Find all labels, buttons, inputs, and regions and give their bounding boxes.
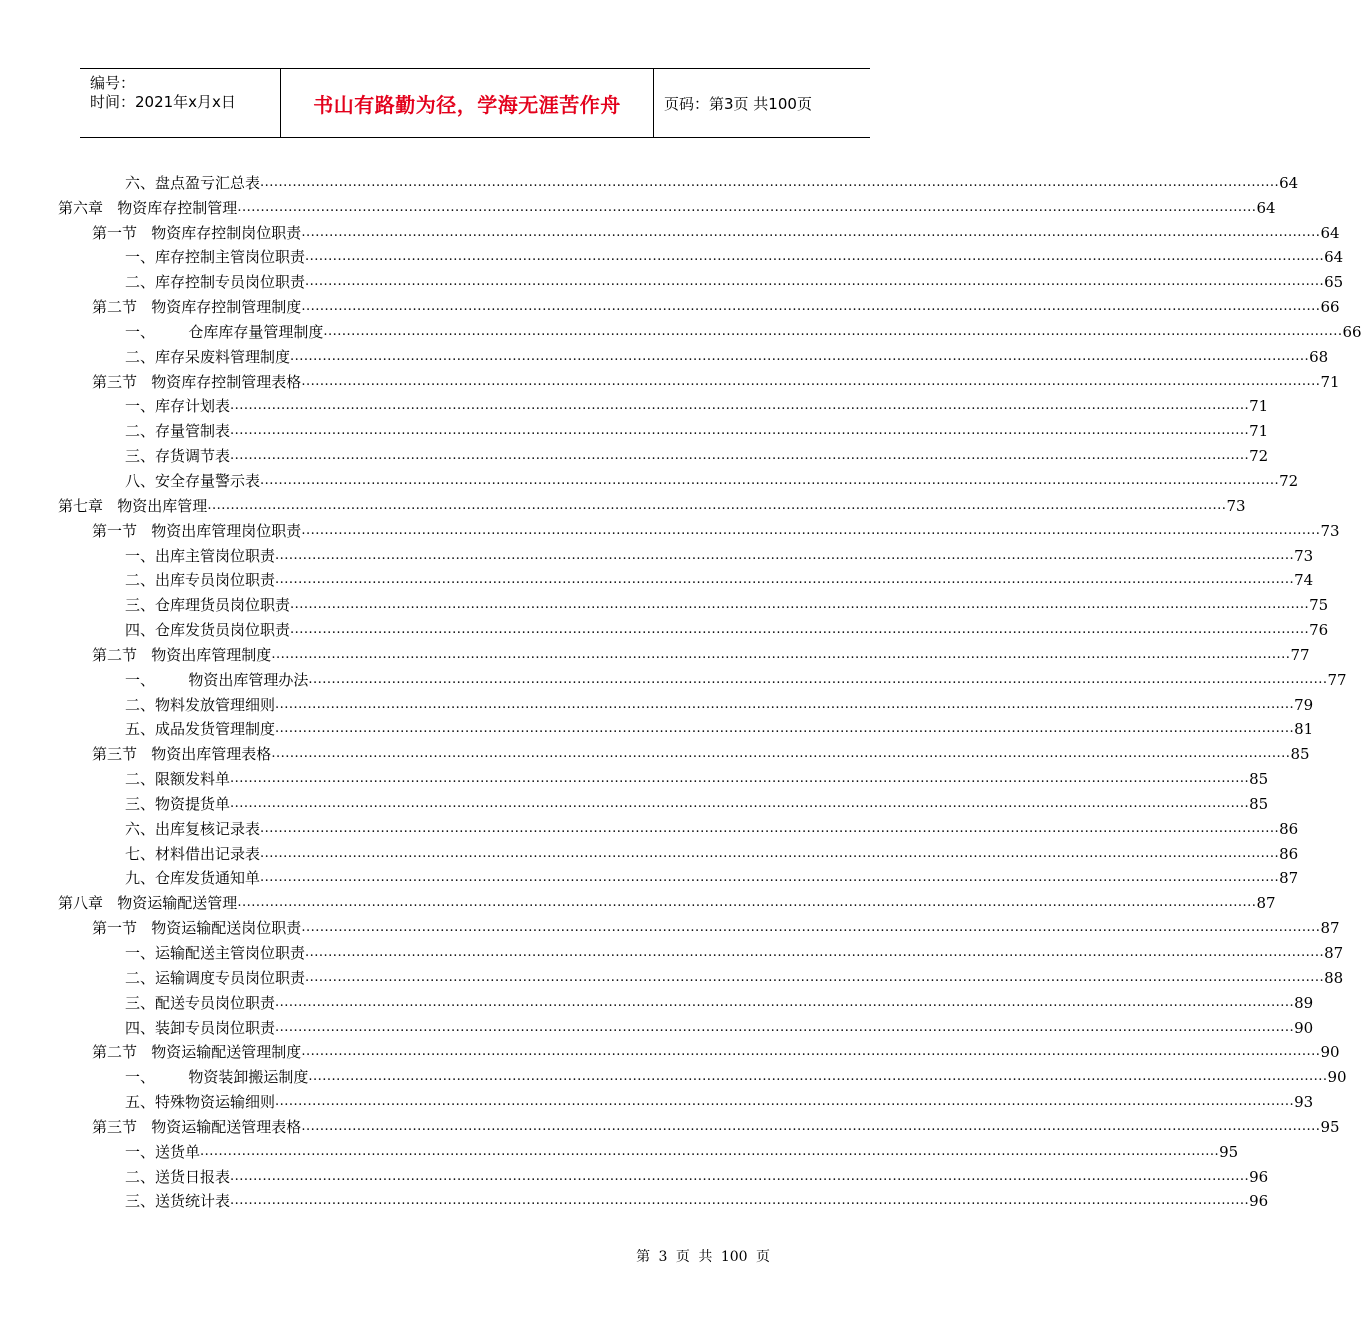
toc-dot-leader: ............................................................................................................................................................................................................................ xyxy=(230,448,1250,464)
toc-entry-title: 六、盘点盈亏汇总表 xyxy=(125,173,261,192)
toc-entry-title: 二、库存呆废料管理制度 xyxy=(125,347,291,366)
toc-dot-leader: ............................................................................................................................................................................................................................ xyxy=(275,547,1295,563)
toc-entry-title: 第二节 物资运输配送管理制度 xyxy=(92,1043,302,1062)
toc-dot-leader: ............................................................................................................................................................................................................................ xyxy=(308,671,1328,687)
toc-entry-page: 87 xyxy=(1279,869,1299,888)
toc-entry[interactable] xyxy=(0,1038,1340,1063)
toc-dot-leader: ............................................................................................................................................................................................................................ xyxy=(275,721,1295,737)
toc-entry-page: 71 xyxy=(1320,372,1340,391)
toc-entry-title: 二、存量管制表 xyxy=(125,422,231,441)
toc-entry[interactable] xyxy=(0,888,1276,913)
toc-entry[interactable] xyxy=(0,764,1269,789)
toc-entry-page: 85 xyxy=(1249,770,1269,789)
toc-dot-leader: ............................................................................................................................................................................................................................ xyxy=(260,870,1280,886)
toc-dot-leader: ............................................................................................................................................................................................................................ xyxy=(275,1019,1295,1035)
toc-dot-leader: ............................................................................................................................................................................................................................ xyxy=(305,945,1325,960)
toc-entry-page: 95 xyxy=(1219,1142,1239,1161)
toc-entry[interactable] xyxy=(0,739,1310,764)
time-label: 时间：2021年x月x日 xyxy=(90,93,236,111)
toc-entry-title: 四、装卸专员岗位职责 xyxy=(125,1018,276,1037)
toc-entry-page: 87 xyxy=(1320,919,1340,938)
toc-entry-page: 72 xyxy=(1249,447,1269,466)
toc-entry-title: 第六章 物资库存控制管理 xyxy=(58,198,238,217)
number-label: 编号： xyxy=(90,74,136,92)
toc-entry[interactable] xyxy=(0,1137,1239,1162)
toc-entry[interactable] xyxy=(0,516,1340,541)
toc-entry[interactable] xyxy=(0,193,1276,218)
toc-entry-page: 85 xyxy=(1290,745,1310,764)
toc-entry-page: 81 xyxy=(1294,720,1314,739)
toc-dot-leader: ............................................................................................................................................................................................................................ xyxy=(301,299,1321,315)
toc-dot-leader: ............................................................................................................................................................................................................................ xyxy=(271,646,1291,662)
toc-entry-title: 三、配送专员岗位职责 xyxy=(125,993,276,1012)
toc-dot-leader: ............................................................................................................................................................................................................................ xyxy=(260,472,1280,488)
toc-entry-page: 90 xyxy=(1327,1068,1347,1087)
toc-entry-page: 65 xyxy=(1324,273,1344,292)
toc-entry-title: 一、送货单 xyxy=(125,1142,201,1161)
toc-entry[interactable] xyxy=(0,690,1314,715)
toc-dot-leader: ............................................................................................................................................................................................................................ xyxy=(275,572,1295,588)
toc-entry-page: 86 xyxy=(1279,844,1299,863)
toc-entry[interactable] xyxy=(0,243,1344,268)
toc-entry[interactable] xyxy=(0,541,1314,566)
toc-dot-leader: ............................................................................................................................................................................................................................ xyxy=(230,795,1250,811)
toc-entry[interactable] xyxy=(0,1112,1340,1137)
toc-dot-leader: ............................................................................................................................................................................................................................ xyxy=(230,423,1250,439)
toc-entry-title: 一、库存计划表 xyxy=(125,397,231,416)
toc-entry-title: 一、 物资装卸搬运制度 xyxy=(125,1068,309,1087)
toc-entry-title: 五、成品发货管理制度 xyxy=(125,720,276,739)
toc-entry-page: 74 xyxy=(1294,571,1314,590)
toc-entry-page: 71 xyxy=(1249,397,1269,416)
toc-entry-page: 73 xyxy=(1294,546,1314,565)
toc-dot-leader: ............................................................................................................................................................................................................................ xyxy=(260,820,1280,836)
header-page-code: 页码：第3页 共100页 xyxy=(664,94,812,113)
toc-entry-title: 第三节 物资库存控制管理表格 xyxy=(92,372,302,391)
toc-entry[interactable] xyxy=(0,665,1347,690)
toc-dot-leader: ............................................................................................................................................................................................................................ xyxy=(308,1069,1328,1085)
toc-entry-page: 96 xyxy=(1249,1167,1269,1186)
toc-entry[interactable] xyxy=(0,864,1299,889)
toc-dot-leader: ............................................................................................................................................................................................................................ xyxy=(230,1168,1250,1184)
toc-entry-title: 第三节 物资出库管理表格 xyxy=(92,745,272,764)
toc-entry-title: 二、物料发放管理细则 xyxy=(125,695,276,714)
toc-entry[interactable] xyxy=(0,1087,1314,1112)
toc-entry-title: 三、存货调节表 xyxy=(125,447,231,466)
toc-entry[interactable] xyxy=(0,640,1310,665)
toc-entry[interactable] xyxy=(0,590,1329,615)
toc-dot-leader: ............................................................................................................................................................................................................................ xyxy=(290,348,1310,364)
toc-entry[interactable] xyxy=(0,218,1340,243)
toc-dot-leader: ............................................................................................................................................................................................................................ xyxy=(260,174,1280,190)
toc-entry-title: 第一节 物资库存控制岗位职责 xyxy=(92,223,302,242)
toc-dot-leader: ............................................................................................................................................................................................................................ xyxy=(305,969,1325,985)
toc-entry-title: 一、运输配送主管岗位职责 xyxy=(125,944,306,962)
toc-entry-page: 96 xyxy=(1249,1192,1269,1211)
toc-dot-leader: ............................................................................................................................................................................................................................ xyxy=(290,597,1310,613)
toc-entry[interactable] xyxy=(0,789,1269,814)
toc-dot-leader: ............................................................................................................................................................................................................................ xyxy=(305,249,1325,265)
toc-dot-leader: ............................................................................................................................................................................................................................ xyxy=(275,696,1295,712)
toc-entry[interactable] xyxy=(0,441,1269,466)
header-motto: 书山有路勤为径，学海无涯苦作舟 xyxy=(281,69,654,137)
toc-dot-leader: ............................................................................................................................................................................................................................ xyxy=(271,746,1291,762)
toc-entry[interactable] xyxy=(0,168,1299,193)
toc-dot-leader: ............................................................................................................................................................................................................................ xyxy=(230,1193,1250,1209)
table-of-contents xyxy=(0,168,1362,1211)
toc-dot-leader: ............................................................................................................................................................................................................................ xyxy=(237,895,1257,911)
toc-entry-page: 64 xyxy=(1256,198,1276,217)
toc-dot-leader: ............................................................................................................................................................................................................................ xyxy=(275,1094,1295,1110)
toc-entry-title: 第一节 物资出库管理岗位职责 xyxy=(92,521,302,540)
toc-entry[interactable] xyxy=(0,938,1344,963)
toc-entry[interactable] xyxy=(0,715,1314,740)
toc-entry-title: 六、出库复核记录表 xyxy=(125,819,261,838)
toc-entry-title: 三、送货统计表 xyxy=(125,1192,231,1211)
toc-entry-title: 三、仓库理货员岗位职责 xyxy=(125,596,291,615)
toc-entry-title: 一、出库主管岗位职责 xyxy=(125,546,276,565)
toc-entry-page: 93 xyxy=(1294,1093,1314,1112)
toc-entry-page: 71 xyxy=(1249,422,1269,441)
toc-entry[interactable] xyxy=(0,416,1269,441)
toc-entry-page: 77 xyxy=(1290,645,1310,664)
toc-entry-title: 七、材料借出记录表 xyxy=(125,844,261,863)
toc-entry-title: 第二节 物资库存控制管理制度 xyxy=(92,298,302,317)
toc-entry-page: 64 xyxy=(1279,173,1299,192)
toc-entry-title: 二、送货日报表 xyxy=(125,1167,231,1186)
toc-entry-page: 66 xyxy=(1342,322,1362,341)
toc-dot-leader: ............................................................................................................................................................................................................................ xyxy=(200,1143,1220,1159)
toc-entry-title: 一、 物资出库管理办法 xyxy=(125,670,309,689)
toc-entry-page: 73 xyxy=(1320,521,1340,540)
toc-entry-page: 75 xyxy=(1309,596,1329,615)
toc-entry-page: 95 xyxy=(1320,1117,1340,1136)
toc-dot-leader: ............................................................................................................................................................................................................................ xyxy=(260,845,1280,861)
toc-entry[interactable] xyxy=(0,392,1269,417)
toc-entry[interactable] xyxy=(0,267,1344,292)
toc-entry-page: 87 xyxy=(1324,944,1344,962)
toc-entry[interactable] xyxy=(0,963,1344,988)
toc-entry-page: 88 xyxy=(1324,968,1344,987)
toc-entry-page: 79 xyxy=(1294,695,1314,714)
toc-dot-leader: ............................................................................................................................................................................................................................ xyxy=(301,373,1321,389)
toc-entry[interactable] xyxy=(0,1062,1347,1087)
toc-entry-page: 86 xyxy=(1279,819,1299,838)
toc-entry-title: 五、特殊物资运输细则 xyxy=(125,1093,276,1112)
toc-entry-title: 一、库存控制主管岗位职责 xyxy=(125,248,306,267)
toc-dot-leader: ............................................................................................................................................................................................................................ xyxy=(323,323,1343,339)
toc-entry[interactable] xyxy=(0,367,1340,392)
toc-entry-title: 第一节 物资运输配送岗位职责 xyxy=(92,919,302,938)
toc-entry-page: 85 xyxy=(1249,794,1269,813)
toc-entry-page: 73 xyxy=(1226,496,1246,515)
toc-entry-page: 72 xyxy=(1279,471,1299,490)
page-footer: 第 3 页 共 100 页 xyxy=(636,1249,770,1265)
toc-dot-leader: ............................................................................................................................................................................................................................ xyxy=(305,274,1325,290)
toc-entry[interactable] xyxy=(0,615,1329,640)
toc-entry[interactable] xyxy=(0,317,1362,342)
toc-dot-leader: ............................................................................................................................................................................................................................ xyxy=(237,199,1257,215)
toc-entry-page: 90 xyxy=(1294,1018,1314,1037)
toc-dot-leader: ............................................................................................................................................................................................................................ xyxy=(301,920,1321,936)
toc-dot-leader: ............................................................................................................................................................................................................................ xyxy=(301,1118,1321,1134)
toc-entry-title: 第二节 物资出库管理制度 xyxy=(92,645,272,664)
toc-entry[interactable] xyxy=(0,1187,1269,1212)
toc-entry[interactable] xyxy=(0,566,1314,591)
page-header xyxy=(80,68,870,138)
header-info-cell xyxy=(80,69,281,137)
toc-entry-title: 一、 仓库库存量管理制度 xyxy=(125,322,324,341)
toc-entry[interactable] xyxy=(0,1013,1314,1038)
toc-entry-title: 第八章 物资运输配送管理 xyxy=(58,894,238,913)
toc-entry-page: 76 xyxy=(1309,621,1329,640)
toc-dot-leader: ............................................................................................................................................................................................................................ xyxy=(230,771,1250,787)
toc-dot-leader: ............................................................................................................................................................................................................................ xyxy=(301,1044,1321,1060)
toc-dot-leader: ............................................................................................................................................................................................................................ xyxy=(301,522,1321,538)
toc-entry[interactable] xyxy=(0,839,1299,864)
toc-entry-title: 二、库存控制专员岗位职责 xyxy=(125,273,306,292)
toc-entry-title: 八、安全存量警示表 xyxy=(125,471,261,490)
toc-dot-leader: ............................................................................................................................................................................................................................ xyxy=(230,398,1250,414)
toc-entry-page: 64 xyxy=(1324,248,1344,267)
toc-entry-title: 第七章 物资出库管理 xyxy=(58,496,208,515)
toc-entry-page: 64 xyxy=(1320,223,1340,242)
toc-entry-title: 三、物资提货单 xyxy=(125,794,231,813)
toc-entry-title: 二、限额发料单 xyxy=(125,770,231,789)
toc-entry[interactable] xyxy=(0,913,1340,938)
toc-entry-page: 66 xyxy=(1320,298,1340,317)
toc-entry[interactable] xyxy=(0,466,1299,491)
toc-entry[interactable] xyxy=(0,342,1329,367)
toc-entry-title: 第三节 物资运输配送管理表格 xyxy=(92,1117,302,1136)
toc-dot-leader: ............................................................................................................................................................................................................................ xyxy=(207,497,1227,513)
toc-entry-title: 二、出库专员岗位职责 xyxy=(125,571,276,590)
toc-entry-title: 二、运输调度专员岗位职责 xyxy=(125,968,306,987)
toc-entry-page: 89 xyxy=(1294,993,1314,1012)
toc-entry-page: 68 xyxy=(1309,347,1329,366)
toc-entry[interactable] xyxy=(0,814,1299,839)
toc-entry[interactable] xyxy=(0,1162,1269,1187)
toc-entry[interactable] xyxy=(0,988,1314,1013)
toc-entry[interactable] xyxy=(0,292,1340,317)
toc-dot-leader: ............................................................................................................................................................................................................................ xyxy=(290,622,1310,638)
toc-dot-leader: ............................................................................................................................................................................................................................ xyxy=(275,994,1295,1010)
toc-entry-title: 九、仓库发货通知单 xyxy=(125,869,261,888)
toc-entry-title: 四、仓库发货员岗位职责 xyxy=(125,621,291,640)
toc-entry-page: 87 xyxy=(1256,894,1276,913)
toc-entry-page: 77 xyxy=(1327,670,1347,689)
toc-entry[interactable] xyxy=(0,491,1246,516)
toc-dot-leader: ............................................................................................................................................................................................................................ xyxy=(301,224,1321,240)
toc-entry-page: 90 xyxy=(1320,1043,1340,1062)
